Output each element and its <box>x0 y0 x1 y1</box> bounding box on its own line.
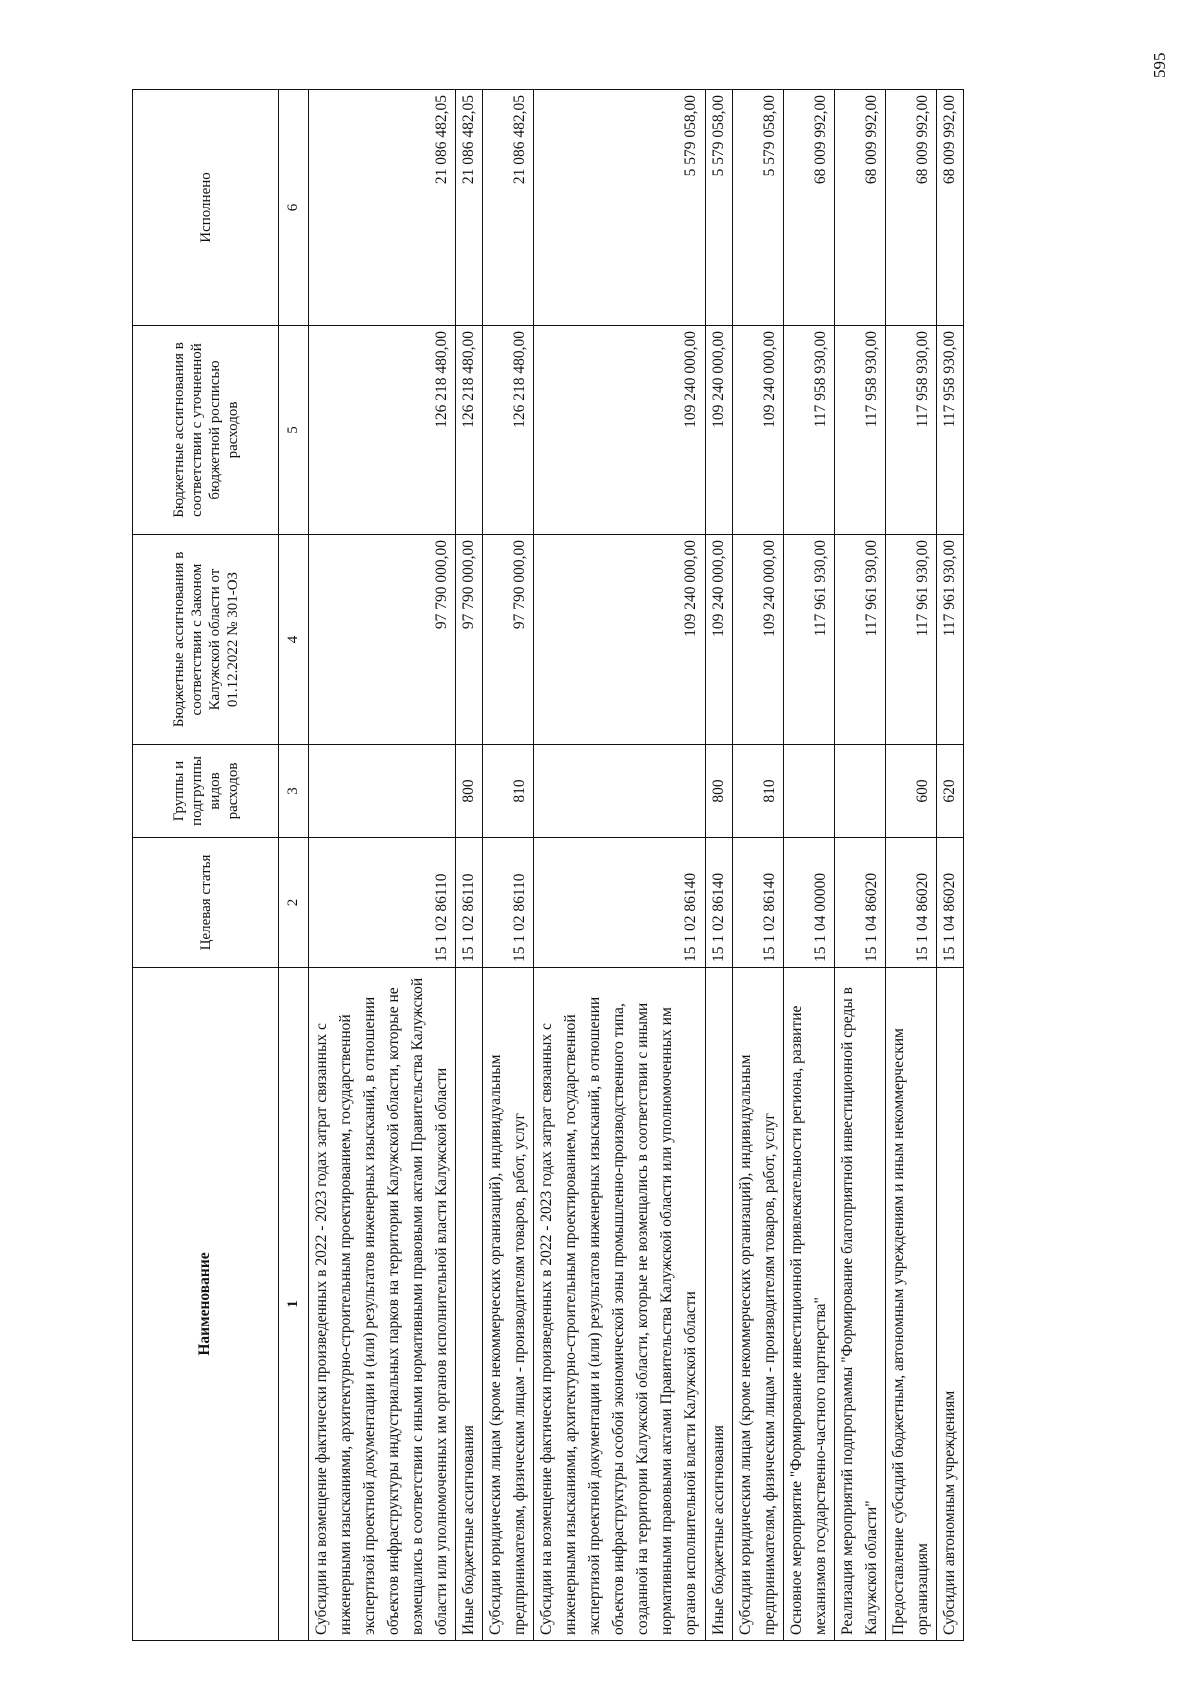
header-budget-allocations: Бюджетные ассигнования в соответствии с уточненной бюджетной росписью расходов <box>133 326 279 535</box>
row-executed-amount-cell: 68 009 992,00 <box>834 90 885 326</box>
row-group-cell: 800 <box>456 745 483 838</box>
row-executed-amount-cell: 21 086 482,05 <box>309 90 456 326</box>
page-number: 595 <box>1150 52 1169 78</box>
column-number: 1 <box>279 968 309 1641</box>
column-number: 2 <box>279 838 309 968</box>
row-name-cell: Субсидии юридическим лицам (кроме некоммерческих организаций), индивидуальным предпринимателям, физическим лицам - производителям товаров, работ, услуг <box>732 968 783 1641</box>
row-law-amount-cell: 117 961 930,00 <box>936 535 963 745</box>
row-group-cell <box>309 745 456 838</box>
row-law-amount-cell: 97 790 000,00 <box>456 535 483 745</box>
row-law-amount-cell: 117 961 930,00 <box>834 535 885 745</box>
column-number: 4 <box>279 535 309 745</box>
row-executed-amount-cell: 68 009 992,00 <box>885 90 936 326</box>
row-code-cell: 15 1 04 00000 <box>783 838 834 968</box>
row-group-cell <box>534 745 705 838</box>
table-row <box>705 90 732 1641</box>
row-executed-amount-cell: 5 579 058,00 <box>534 90 705 326</box>
budget-table <box>132 89 964 1641</box>
table-row <box>885 90 936 1641</box>
row-executed-amount-cell: 5 579 058,00 <box>732 90 783 326</box>
row-name-cell: Субсидии юридическим лицам (кроме некоммерческих организаций), индивидуальным предпринимателям, физическим лицам - производителям товаров, работ, услуг <box>483 968 534 1641</box>
row-law-amount-cell: 117 961 930,00 <box>783 535 834 745</box>
header-row <box>133 90 279 1641</box>
row-budget-amount-cell: 126 218 480,00 <box>483 326 534 535</box>
row-law-amount-cell: 109 240 000,00 <box>732 535 783 745</box>
column-number: 3 <box>279 745 309 838</box>
row-code-cell: 15 1 04 86020 <box>936 838 963 968</box>
row-group-cell <box>834 745 885 838</box>
row-name-cell: Иные бюджетные ассигнования <box>705 968 732 1641</box>
row-code-cell: 15 1 04 86020 <box>885 838 936 968</box>
table-row <box>783 90 834 1641</box>
table-row <box>309 90 456 1641</box>
row-executed-amount-cell: 68 009 992,00 <box>936 90 963 326</box>
row-budget-amount-cell: 117 958 930,00 <box>885 326 936 535</box>
header-expense-groups: Группы и подгруппы видов расходов <box>133 745 279 838</box>
row-budget-amount-cell: 117 958 930,00 <box>936 326 963 535</box>
row-code-cell: 15 1 02 86140 <box>534 838 705 968</box>
row-law-amount-cell: 97 790 000,00 <box>309 535 456 745</box>
header-target-article: Целевая статья <box>133 838 279 968</box>
row-code-cell: 15 1 02 86140 <box>705 838 732 968</box>
row-group-cell: 600 <box>885 745 936 838</box>
row-code-cell: 15 1 02 86110 <box>483 838 534 968</box>
row-budget-amount-cell: 109 240 000,00 <box>534 326 705 535</box>
row-executed-amount-cell: 5 579 058,00 <box>705 90 732 326</box>
row-name-cell: Иные бюджетные ассигнования <box>456 968 483 1641</box>
row-code-cell: 15 1 04 86020 <box>834 838 885 968</box>
row-executed-amount-cell: 21 086 482,05 <box>483 90 534 326</box>
table-row <box>483 90 534 1641</box>
row-group-cell: 810 <box>483 745 534 838</box>
column-number-row <box>279 90 309 1641</box>
table-row <box>456 90 483 1641</box>
row-code-cell: 15 1 02 86140 <box>732 838 783 968</box>
row-group-cell: 810 <box>732 745 783 838</box>
row-name-cell: Предоставление субсидий бюджетным, автономным учреждениям и иным некоммерческим организациям <box>885 968 936 1641</box>
table-row <box>534 90 705 1641</box>
column-number: 6 <box>279 90 309 326</box>
column-number: 5 <box>279 326 309 535</box>
table-row <box>936 90 963 1641</box>
row-code-cell: 15 1 02 86110 <box>309 838 456 968</box>
row-group-cell <box>783 745 834 838</box>
row-name-cell: Основное мероприятие "Формирование инвестиционной привлекательности региона, развитие механизмов государственно-частного партнерства" <box>783 968 834 1641</box>
header-law-allocations: Бюджетные ассигнования в соответствии с Законом Калужской области от 01.12.2022 № 301-ОЗ <box>133 535 279 745</box>
row-budget-amount-cell: 109 240 000,00 <box>705 326 732 535</box>
row-budget-amount-cell: 126 218 480,00 <box>456 326 483 535</box>
row-executed-amount-cell: 21 086 482,05 <box>456 90 483 326</box>
row-budget-amount-cell: 126 218 480,00 <box>309 326 456 535</box>
rotated-page-content <box>132 90 1090 1641</box>
row-law-amount-cell: 97 790 000,00 <box>483 535 534 745</box>
row-executed-amount-cell: 68 009 992,00 <box>783 90 834 326</box>
row-group-cell: 800 <box>705 745 732 838</box>
row-budget-amount-cell: 117 958 930,00 <box>783 326 834 535</box>
row-name-cell: Реализация мероприятий подпрограммы "Формирование благоприятной инвестиционной среды в Калужской области" <box>834 968 885 1641</box>
row-code-cell: 15 1 02 86110 <box>456 838 483 968</box>
row-law-amount-cell: 109 240 000,00 <box>705 535 732 745</box>
table-row <box>732 90 783 1641</box>
table-row <box>834 90 885 1641</box>
header-executed: Исполнено <box>133 90 279 326</box>
row-law-amount-cell: 109 240 000,00 <box>534 535 705 745</box>
row-name-cell: Субсидии автономным учреждениям <box>936 968 963 1641</box>
row-budget-amount-cell: 109 240 000,00 <box>732 326 783 535</box>
row-group-cell: 620 <box>936 745 963 838</box>
row-law-amount-cell: 117 961 930,00 <box>885 535 936 745</box>
row-name-cell: Субсидии на возмещение фактически произведенных в 2022 - 2023 годах затрат связанных с инженерными изысканиями, архитектурно-строительным проектированием, государственной экспертизой проектной документации и (или) результатов инженерных изысканий, в отношении объектов инфраструктуры индустриальных парков на территории Калужской области, которые не возмещались в соответствии с иными нормативными правовыми актами Правительства Калужской области или уполномоченных им органов исполнительной власти Калужской области <box>309 968 456 1641</box>
header-name: Наименование <box>133 968 279 1641</box>
row-name-cell: Субсидии на возмещение фактически произведенных в 2022 - 2023 годах затрат связанных с инженерными изысканиями, архитектурно-строительным проектированием, государственной экспертизой проектной документации и (или) результатов инженерных изысканий, в отношении объектов инфраструктуры особой экономической зоны промышленно-производственного типа, созданной на территории Калужской области, которые не возмещались в соответствии с иными нормативными правовыми актами Правительства Калужской области или уполномоченных им органов исполнительной власти Калужской области <box>534 968 705 1641</box>
row-budget-amount-cell: 117 958 930,00 <box>834 326 885 535</box>
